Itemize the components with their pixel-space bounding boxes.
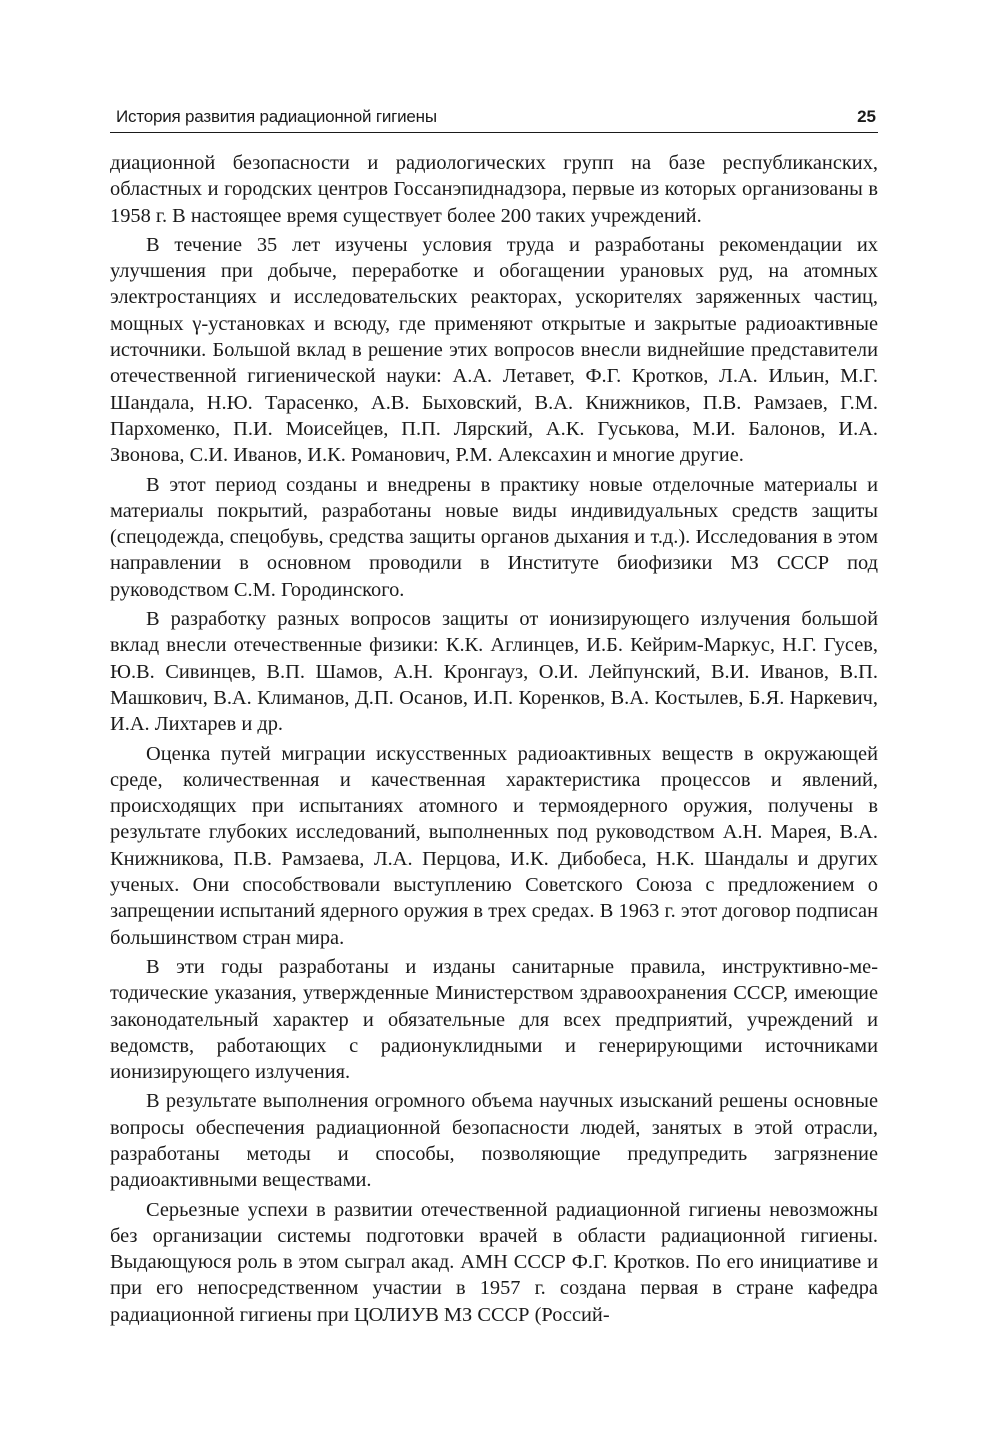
paragraph: Серьезные успехи в развитии отечественной радиационной гигиены невозможны без организации системы подготовки врачей в области радиационной гигиены. Выдающуюся роль в этом сыграл акад. АМН СССР Ф.Г. Кротков. По его инициативе и при его непосредственном участии в 1957 г. создана первая в стране кафедра радиационной гигиены при ЦОЛИУВ МЗ СССР (Россий- xyxy=(110,1198,878,1326)
running-header xyxy=(110,104,878,133)
paragraph: диационной безопасности и радиологических групп на базе республиканских, областных и городских центров Госсанэпиднадзора, первые из которых организованы в 1958 г. В настоящее время существует более 200 таких учреждений. xyxy=(110,152,878,227)
paragraph: В разработку разных вопросов защиты от ионизирующего излучения большой вклад внесли отечественные физики: К.К. Аглинцев, И.Б. Кейрим-Маркус, Н.Г. Гусев, Ю.В. Сивинцев, В.П. Шамов, А.Н. Кронгауз, О.И. Лейпунский, В.И. Иванов, В.П. Машкович, В.А. Климанов, Д.П. Осанов, И.П. Коренков, В.А. Костылев, Б.Я. Наркевич, И.А. Лихтарев и др. xyxy=(110,608,878,736)
running-head-title: История развития радиационной гигиены xyxy=(116,107,437,126)
paragraph: В течение 35 лет изучены условия труда и разработаны рекомендации их улучшения при добыче, переработке и обогащении урановых руд, на атомных электростанциях и исследовательских реакторах, ускорителях заряженных частиц, мощных γ-установках и всюду, где применяют открытые и закрытые радиоактивные источники. Большой вклад в решение этих вопросов внесли виднейшие представители отечественной гигиенической науки: А.А. Летавет, Ф.Г. Кротков, Л.А. Ильин, М.Г. Шандала, Н.Ю. Тарасенко, А.В. Быховский, В.А. Книжников, П.В. Рамзаев, Г.М. Пархоменко, П.И. Моисейцев, П.П. Лярский, А.К. Гуськова, М.И. Балонов, И.А. Звонова, С.И. Иванов, И.К. Романович, Р.М. Алексахин и многие другие. xyxy=(110,233,878,467)
paragraph: В эти годы разработаны и изданы санитарные правила, инструктивно-методические указания, утвержденные Министерством здравоохранения СССР, имеющие законодательный характер и обязательные для всех предприятий, учреждений и ведомств, работающих с радионуклидными и генерирующими источниками ионизирующего излучения. xyxy=(110,955,878,1084)
paragraph: Оценка путей миграции искусственных радиоактивных веществ в окружающей среде, количественная и качественная характеристика процессов и явлений, происходящих при испытаниях атомного и термоядерного оружия, получены в результате глубоких исследований, выполненных под руководством А.Н. Марея, В.А. Книжникова, П.В. Рамзаева, Л.А. Перцова, И.К. Дибобеса, Н.К. Шандалы и других ученых. Они способствовали выступлению Советского Союза с предложением о запрещении испытаний ядерного оружия в трех средах. В 1963 г. этот договор подписан большинством стран мира. xyxy=(110,742,878,949)
body-text xyxy=(110,150,878,1331)
paragraph: В результате выполнения огромного объема научных изысканий решены основные вопросы обеспечения радиационной безопасности людей, занятых в этой отрасли, разработаны методы и способы, позволяющие предупредить загрязнение радиоактивными веществами. xyxy=(110,1090,878,1192)
page-number: 25 xyxy=(857,107,876,126)
paragraph: В этот период созданы и внедрены в практику новые отделочные материалы и материалы покрытий, разработаны новые виды индивидуальных средств защиты (спецодежда, спецобувь, средства защиты органов дыхания и т.д.). Исследования в этом направлении в основном проводили в Институте биофизики МЗ СССР под руководством С.М. Городинского. xyxy=(110,473,878,601)
